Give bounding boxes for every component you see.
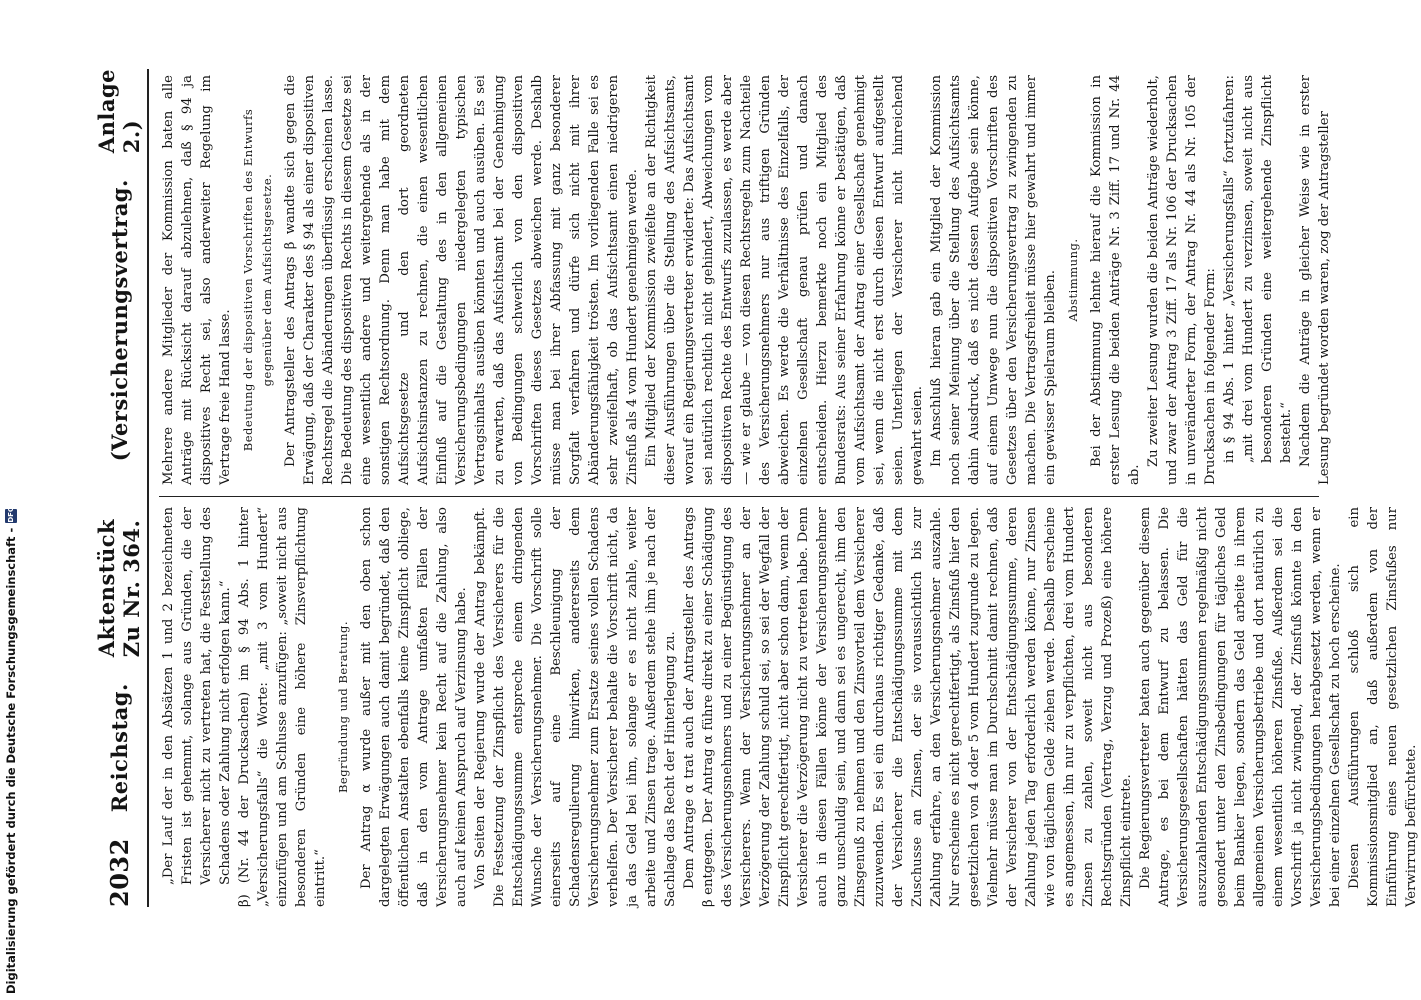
column-divider [159, 496, 1319, 497]
digitization-note: Digitalisierung gefördert durch die Deutsche Forschungsgemeinschaft - [4, 527, 18, 994]
paragraph: Im Anschluß hieran gab ein Mitglied der Kommission noch seiner Meinung über die Stellung des Aufsichtsamts dahin Ausdruck, daß es nicht dessen Aufgabe sein könne, auf einem Umwege nun die dispositiven Vorschriften des Gesetzes über den Versicherungsvertrag zu zwingenden zu machen. Die Vertragsfreiheit müsse hier gewahrt und immer ein gewisser Spielraum bleiben. [929, 75, 1058, 485]
paragraph: „Der Lauf der in den Absätzen 1 und 2 bezeichneten Fristen ist gehemmt, solange aus Gründen, die der Versicherer nicht zu vertreten hat, die Feststellung des Schadens oder Zahlung nicht erfolgen kann.“ [161, 507, 233, 885]
paragraph: Diesen Ausführungen schloß sich ein Kommissionsmitglied an, daß außerdem von der Einführung eines neuen gesetzlichen Zinsfußes nur Verwirrung befürchtete. [1347, 507, 1419, 907]
paragraph: Zu zweiter Lesung wurden die beiden Anträge wiederholt, und zwar der Antrag 3 Ziff. 17 als Nr. 106 der Drucksachen in unveränderter Form, der Antrag Nr. 44 als Nr. 105 der Drucksachen in folgender Form: [1146, 75, 1218, 485]
paragraph: in § 94 Abs. 1 hinter „Versicherungsfalls“ fortzufahren: „mit drei vom Hundert zu verzinsen, soweit nicht aus besonderen Gründen eine weitergehende Zinspflicht besteht.“ [1222, 75, 1294, 463]
paragraph: Von Seiten der Regierung wurde der Antrag bekämpft. Die Festsetzung der Zinspflicht des Versicherers für die Entschädigungssumme entspreche einem dringenden Wunsche der Versicherungsnehmer. Die Vorschrift solle einerseits auf eine Beschleunigung der Schadensregulierung hinwirken, andererseits dem Versicherungsnehmer zum Ersatze seines vollen Schadens verhelfen. Der Versicherer behalte die Vorschrift nicht, da ja das Geld bei ihm, solange er es nicht zahle, weiter arbeite und Zinsen trage. Außerdem stehe ihm je nach der Sachlage das Recht der Hinterlegung zu. [473, 507, 678, 907]
paragraph: Die Regierungsvertreter baten auch gegenüber diesem Antrage, es bei dem Entwurf zu belassen. Die Versicherungsgesellschaften hätten das Geld für die auszuzahlenden Entschädigungssummen regelmäßig nicht gesondert unter den Zinsbedingungen für tägliches Geld beim Bankier liegen, sondern das Geld arbeite in ihrem allgemeinen Versicherungsbetriebe und dort natürlich zu einem wesentlich höheren Zinsfuße. Außerdem sei die Vorschrift ja nicht zwingend, der Zinsfuß könnte in den Versicherungsbedingungen herabgesetzt werden, wenn er bei einer einzelnen Gesellschaft zu hoch erscheine. [1138, 507, 1343, 907]
paragraph: Dem Antrage α trat auch der Antragsteller des Antrags β entgegen. Der Antrag α führe direkt zu einer Schädigung des Versicherungsnehmers und zu einer Begünstigung des Versicherers. Wenn der Versicherungsnehmer an der Verzögerung der Zahlung schuld sei, so sei der Wegfall der Zinspflicht gerechtfertigt, nicht aber schon dann, wenn der Versicherer die Verzögerung nicht zu vertreten habe. Denn auch in diesen Fällen könne der Versicherungsnehmer ganz unschuldig sein, und dann sei es ungerecht, ihm den Zinsgenuß zu nehmen und den Zinsvorteil dem Versicherer zuzuwenden. Es sei ein durchaus richtiger Gedanke, daß der Versicherer die Entschädigungssumme mit dem Zuschusse an Zinsen, der sie voraussichtlich bis zur Zahlung erfahre, an den Versicherungsnehmer auszahle. Nur erscheine es nicht gerechtfertigt, als Zinsfuß hier den gesetzlichen von 4 oder 5 vom Hundert zugrunde zu legen. Vielmehr müsse man im Durchschnitt damit rechnen, daß der Versicherer von der Entschädigungssumme, deren Zahlung jeden Tag erforderlich werden könne, nur Zinsen wie von täglichem Gelde ziehen werde. Deshalb erscheine es angemessen, ihn nur zu verpflichten, drei vom Hundert Zinsen zu zahlen, soweit nicht aus besonderen Rechtsgründen (Vertrag, Verzug und Prozeß) eine höhere Zinspflicht eintrete. [682, 507, 1134, 907]
header-chamber: Reichstag. [106, 683, 132, 813]
paragraph: β) (Nr. 44 der Drucksachen) im § 94 Abs. 1 hinter „Versicherungsfalls“ die Worte: „mit 3 vom Hundert“ einzufügen und am Schlusse anzufügen: „soweit nicht aus besonderen Gründen eine höhere Zinsverpflichtung eintritt.“ [237, 507, 328, 907]
section-heading: Abstimmung. [1066, 238, 1080, 322]
header-document: Aktenstück Zu Nr. 364. [94, 518, 144, 658]
paragraph: Der Antragsteller des Antrags β wandte sich gegen die Erwägung, daß der Charakter des § 94 als einer dispositiven Rechtsregel die Abänderungen überflüssig erscheinen lasse. Die Bedeutung des dispositiven Rechts in diesem Gesetze sei eine wesentlich andere und weitergehende als in der sonstigen Rechtsordnung. Denn man habe mit dem Aufsichtsgesetze und den dort geordneten Aufsichtsinstanzen zu rechnen, die einen wesentlichen Einfluß auf die Gestaltung des in den allgemeinen Versicherungsbedingungen niedergelegten typischen Vertragsinhalts ausüben könnten und auch ausüben. Es sei zu erwarten, daß das Aufsichtsamt bei der Genehmigung von Bedingungen schwerlich von den dispositiven Vorschriften dieses Gesetzes abweichen werde. Deshalb müsse man bei ihrer Abfassung mit ganz besonderer Sorgfalt verfahren und dürfe sich nicht mit ihrer Abänderungsfähigkeit trösten. Im vorliegenden Falle sei es sehr zweifelhaft, ob das Aufsichtsamt einen niedrigeren Zinsfuß als 4 vom Hundert genehmigen werde. [283, 75, 640, 485]
paragraph: Ein Mitglied der Kommission zweifelte an der Richtigkeit dieser Ausführungen über die Stellung des Aufsichtsamts, worauf ein Regierungsvertreter erwiderte: Das Aufsichtsamt sei natürlich rechtlich nicht gehindert, Abweichungen vom dispositiven Rechte des Entwurfs zuzulassen, es werde aber — wie er glaube — von diesen Rechtsregeln zum Nachteile des Versicherungsnehmers nur aus triftigen Gründen abweichen. Es werde die Verhältnisse des Einzelfalls, der einzelnen Gesellschaft genau prüfen und danach entscheiden. Hierzu bemerkte noch ein Mitglied des Bundesrats: Aus seiner Erfahrung könne er bestätigen, daß vom Aufsichtsamt der Antrag einer Gesellschaft genehmigt sei, wenn die nicht erst durch diesen Entwurf aufgestellt seien. Unterliegen der Versicherer nicht hinreichend gewahrt seien. [644, 75, 925, 485]
section-heading: Begründung und Beratung. [336, 621, 350, 794]
paragraph: Bei der Abstimmung lehnte hierauf die Kommission in erster Lesung die beiden Anträge Nr. 3 Ziff. 17 und Nr. 44 ab. [1089, 75, 1142, 485]
paragraph: Der Antrag α wurde außer mit den oben schon dargelegten Erwägungen auch damit begründet, daß den öffentlichen Anstalten ebenfalls keine Zinspflicht obliege, daß in den vom Antrage umfaßten Fällen der Versicherungsnehmer kein Recht auf die Zahlung, also auch auf keinen Anspruch auf Verzinsung habe. [359, 507, 469, 907]
paragraph: Mehrere andere Mitglieder der Kommission baten alle Anträge mit Rücksicht darauf abzulehnen, daß § 94 ja dispositives Recht sei, also anderweiter Regelung im Vertrage freie Hand lasse. [161, 75, 233, 485]
newspaper-page [91, 63, 1419, 913]
page-number: 2032 [104, 838, 134, 907]
header-topic: (Versicherungsvertrag. [106, 179, 132, 462]
dfg-logo: DFG [7, 506, 15, 523]
section-heading: Bedeutung der dispositiven Vorschriften des Entwurfs gegenüber dem Aufsichtsgesetze. [241, 108, 274, 452]
page-header [91, 69, 149, 907]
header-annex: Anlage 2.) [94, 69, 144, 154]
right-column [159, 75, 1332, 485]
left-column [159, 507, 1419, 907]
paragraph: Nachdem die Anträge in gleicher Weise wie in erster Lesung begründet worden waren, zog der Antragsteller [1298, 75, 1332, 485]
